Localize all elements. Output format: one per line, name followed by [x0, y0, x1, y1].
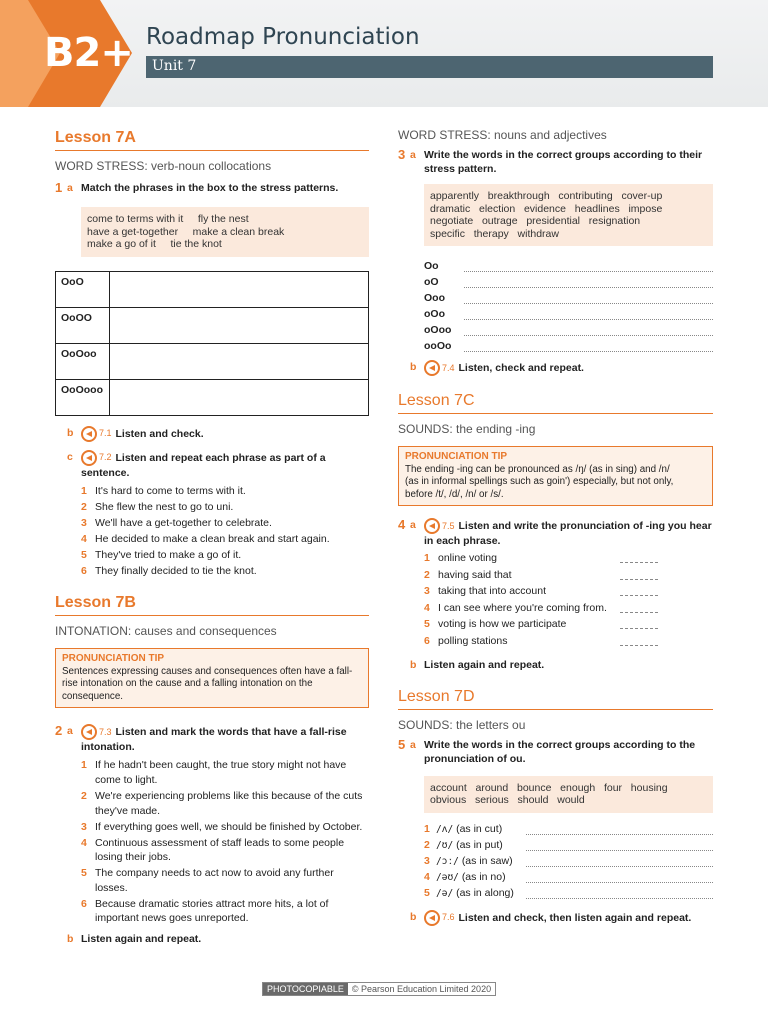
track-number: 7.5	[442, 520, 455, 531]
task-letter: b	[67, 932, 74, 945]
task-text: Write the words in the correct groups according to the pronunciation of ou.	[424, 738, 696, 765]
list-item: 6 polling stations	[398, 635, 713, 652]
answer-cell[interactable]	[110, 343, 369, 379]
audio-icon[interactable]	[81, 450, 97, 466]
tip-text: before /t/, /d/, /n/ or /s/.	[405, 488, 504, 500]
pronunciation-tip-7c	[398, 446, 713, 506]
tip-heading: PRONUNCIATION TIP	[62, 653, 165, 665]
list-item: 5 They've tried to make a go of it.	[81, 548, 242, 561]
tip-text: (as in informal spellings such as goin') especially, but not only,	[405, 476, 674, 487]
word-row: dramatic election evidence headlines impose	[430, 202, 663, 215]
list-item: 3 /ɔː/ (as in saw)	[398, 855, 713, 871]
task-text: Listen and check, then listen again and repeat.	[458, 911, 692, 924]
task-letter: b	[67, 426, 74, 439]
footer	[262, 982, 496, 996]
task-1a	[55, 181, 369, 195]
task-letter: a	[410, 738, 416, 751]
group-line[interactable]: Ooo	[424, 288, 713, 304]
word-box	[424, 184, 713, 246]
lesson-7a-subtitle: WORD STRESS: verb-noun collocations	[55, 159, 272, 173]
pattern-label: OoOoo	[56, 343, 110, 379]
task-letter: b	[410, 658, 417, 671]
answer-line[interactable]	[620, 595, 658, 596]
list-item: 2 /ʊ/ (as in put)	[398, 839, 713, 855]
word-row: account around bounce enough four housing	[430, 781, 668, 794]
group-line[interactable]: Oo	[424, 256, 713, 272]
list-item: 3 We'll have a get-together to celebrate.	[81, 516, 272, 529]
tip-heading: PRONUNCIATION TIP	[405, 451, 508, 462]
task-letter: b	[410, 361, 417, 373]
task-letter: a	[410, 519, 416, 531]
list-item: 4 /əʊ/ (as in no)	[398, 871, 713, 887]
answer-cell[interactable]	[110, 307, 369, 343]
list-item: 4 He decided to make a clean break and start again.	[81, 532, 330, 545]
task-3b	[398, 360, 713, 376]
word-row: apparently breakthrough contributing cover-up	[430, 190, 663, 202]
task-text: Listen and write the pronunciation of -ing you hear in each phrase.	[424, 519, 712, 547]
word-row: specific therapy withdraw	[430, 227, 559, 240]
ou-groups	[398, 823, 713, 904]
pattern-label: OoOooo	[56, 379, 110, 415]
lesson-7c-subtitle: SOUNDS: the ending -ing	[398, 422, 536, 436]
answer-cell[interactable]	[110, 379, 369, 415]
answer-line[interactable]	[620, 628, 658, 629]
answer-line[interactable]	[620, 612, 658, 613]
audio-icon[interactable]	[424, 518, 440, 534]
answer-line[interactable]	[526, 834, 713, 835]
list-item: 3 If everything goes well, we should be finished by October.	[81, 820, 363, 833]
task-letter: a	[67, 182, 73, 194]
task-text: Listen, check and repeat.	[458, 361, 584, 374]
task-text: Listen again and repeat.	[81, 932, 202, 945]
unit-bar: Unit 7	[146, 56, 713, 78]
task-text: Listen again and repeat.	[424, 658, 545, 671]
answer-line[interactable]	[620, 645, 658, 646]
lesson-7a-heading: Lesson 7A	[55, 129, 369, 151]
page-title: Roadmap Pronunciation	[146, 24, 420, 50]
task-2a	[55, 724, 369, 754]
list-item: 1 If he hadn't been caught, the true story might not have come to light.	[81, 759, 347, 786]
task-1b	[55, 426, 369, 442]
group-line[interactable]: ooOo	[424, 336, 713, 352]
word-row: obvious serious should would	[430, 794, 585, 807]
lesson-7d-subtitle: SOUNDS: the letters ou	[398, 717, 526, 732]
audio-icon[interactable]	[81, 724, 97, 740]
task-5b	[398, 910, 713, 926]
group-line[interactable]: oOo	[424, 304, 713, 320]
phrase-row: have a get-together make a clean break	[87, 225, 285, 238]
group-line[interactable]: oO	[424, 272, 713, 288]
audio-icon[interactable]	[424, 910, 440, 926]
sentence-list	[55, 758, 369, 925]
pattern-label: OoO	[56, 271, 110, 307]
task-number: 2	[55, 723, 63, 739]
answer-line[interactable]	[526, 866, 713, 867]
task-5a	[398, 738, 713, 766]
track-number: 7.1	[99, 428, 112, 439]
lesson-7b-heading: Lesson 7B	[55, 594, 369, 616]
answer-line[interactable]	[620, 579, 658, 580]
level-badge: B2+	[44, 30, 133, 76]
answer-line[interactable]	[526, 850, 713, 851]
task-2b	[55, 932, 369, 946]
word-stress-subtitle: WORD STRESS: nouns and adjectives	[398, 128, 607, 142]
phrase-row: come to terms with it fly the nest	[87, 213, 249, 225]
list-item: 4 Continuous assessment of staff leads to some people losing their jobs.	[81, 836, 345, 864]
task-4b	[398, 658, 713, 672]
list-item: 2 We're experiencing problems like this because of the cuts they've made.	[81, 790, 363, 817]
lesson-7c-heading: Lesson 7C	[398, 392, 713, 414]
ou-word-box	[424, 776, 713, 813]
task-letter: b	[410, 910, 417, 923]
list-item: 2 having said that	[398, 569, 713, 586]
phrase-row: make a go of it tie the knot	[87, 238, 222, 250]
task-number: 4	[398, 517, 406, 532]
list-item: 5 /ə/ (as in along)	[398, 887, 713, 903]
stress-pattern-table	[55, 271, 369, 416]
audio-icon[interactable]	[424, 360, 440, 376]
answer-line[interactable]	[526, 882, 713, 883]
group-line[interactable]: oOoo	[424, 320, 713, 336]
task-letter: c	[67, 450, 73, 463]
task-text: Match the phrases in the box to the stress patterns.	[81, 182, 339, 194]
task-4a	[398, 518, 713, 548]
list-item: 1 /ʌ/ (as in cut)	[398, 823, 713, 839]
sentence-list	[55, 484, 369, 579]
track-number: 7.2	[99, 452, 112, 463]
task-1c	[55, 450, 369, 480]
list-item: 5 voting is how we participate	[398, 618, 713, 635]
list-item: 2 She flew the nest to go to uni.	[81, 500, 234, 513]
task-text: Listen and repeat each phrase as part of a sentence.	[81, 451, 326, 479]
list-item: 6 They finally decided to tie the knot.	[81, 564, 257, 577]
tip-text: Sentences expressing causes and consequences often have a fall-rise intonation on the cause and a falling intonation on the consequence.	[62, 665, 353, 702]
tip-text: The ending -ing can be pronounced as /ŋ/ (as in sing) and /n/	[405, 463, 670, 475]
task-3a	[398, 148, 713, 176]
task-letter: a	[410, 149, 416, 161]
track-number: 7.4	[442, 362, 455, 373]
lesson-7b-subtitle: INTONATION: causes and consequences	[55, 624, 277, 639]
audio-icon[interactable]	[81, 426, 97, 442]
list-item: 5 The company needs to act now to avoid any further losses.	[81, 867, 334, 894]
list-item: 3 taking that into account	[398, 585, 713, 602]
left-column	[55, 129, 369, 946]
copyright: © Pearson Education Limited 2020	[351, 984, 492, 994]
stress-groups	[424, 256, 713, 352]
task-number: 3	[398, 147, 406, 162]
word-row: negotiate outrage presidential resignation	[430, 215, 641, 227]
pattern-label: OoOO	[56, 307, 110, 343]
task-text: Write the words in the correct groups according to their stress pattern.	[424, 149, 703, 175]
answer-line[interactable]	[620, 562, 658, 563]
answer-cell[interactable]	[110, 271, 369, 307]
track-number: 7.3	[99, 727, 112, 738]
task-letter: a	[67, 725, 73, 738]
track-number: 7.6	[442, 912, 455, 923]
phrase-box	[81, 207, 369, 257]
photocopiable-label: PHOTOCOPIABLE	[263, 983, 348, 995]
task-text: Listen and check.	[115, 427, 204, 440]
list-item: 4 I can see where you're coming from.	[398, 602, 713, 619]
lesson-7d-heading: Lesson 7D	[398, 688, 713, 710]
answer-line[interactable]	[526, 898, 713, 899]
task-text: Listen and mark the words that have a fall-rise intonation.	[81, 726, 347, 754]
pronunciation-tip-7b	[55, 648, 369, 708]
task-number: 1	[55, 180, 63, 195]
task-number: 5	[398, 736, 406, 752]
list-item: 6 Because dramatic stories attract more hits, a lot of important news goes unreported.	[81, 897, 329, 925]
right-column	[398, 128, 713, 926]
list-item: 1 It's hard to come to terms with it.	[81, 484, 246, 497]
ing-phrase-list	[398, 552, 713, 652]
list-item: 1 online voting	[398, 552, 713, 569]
